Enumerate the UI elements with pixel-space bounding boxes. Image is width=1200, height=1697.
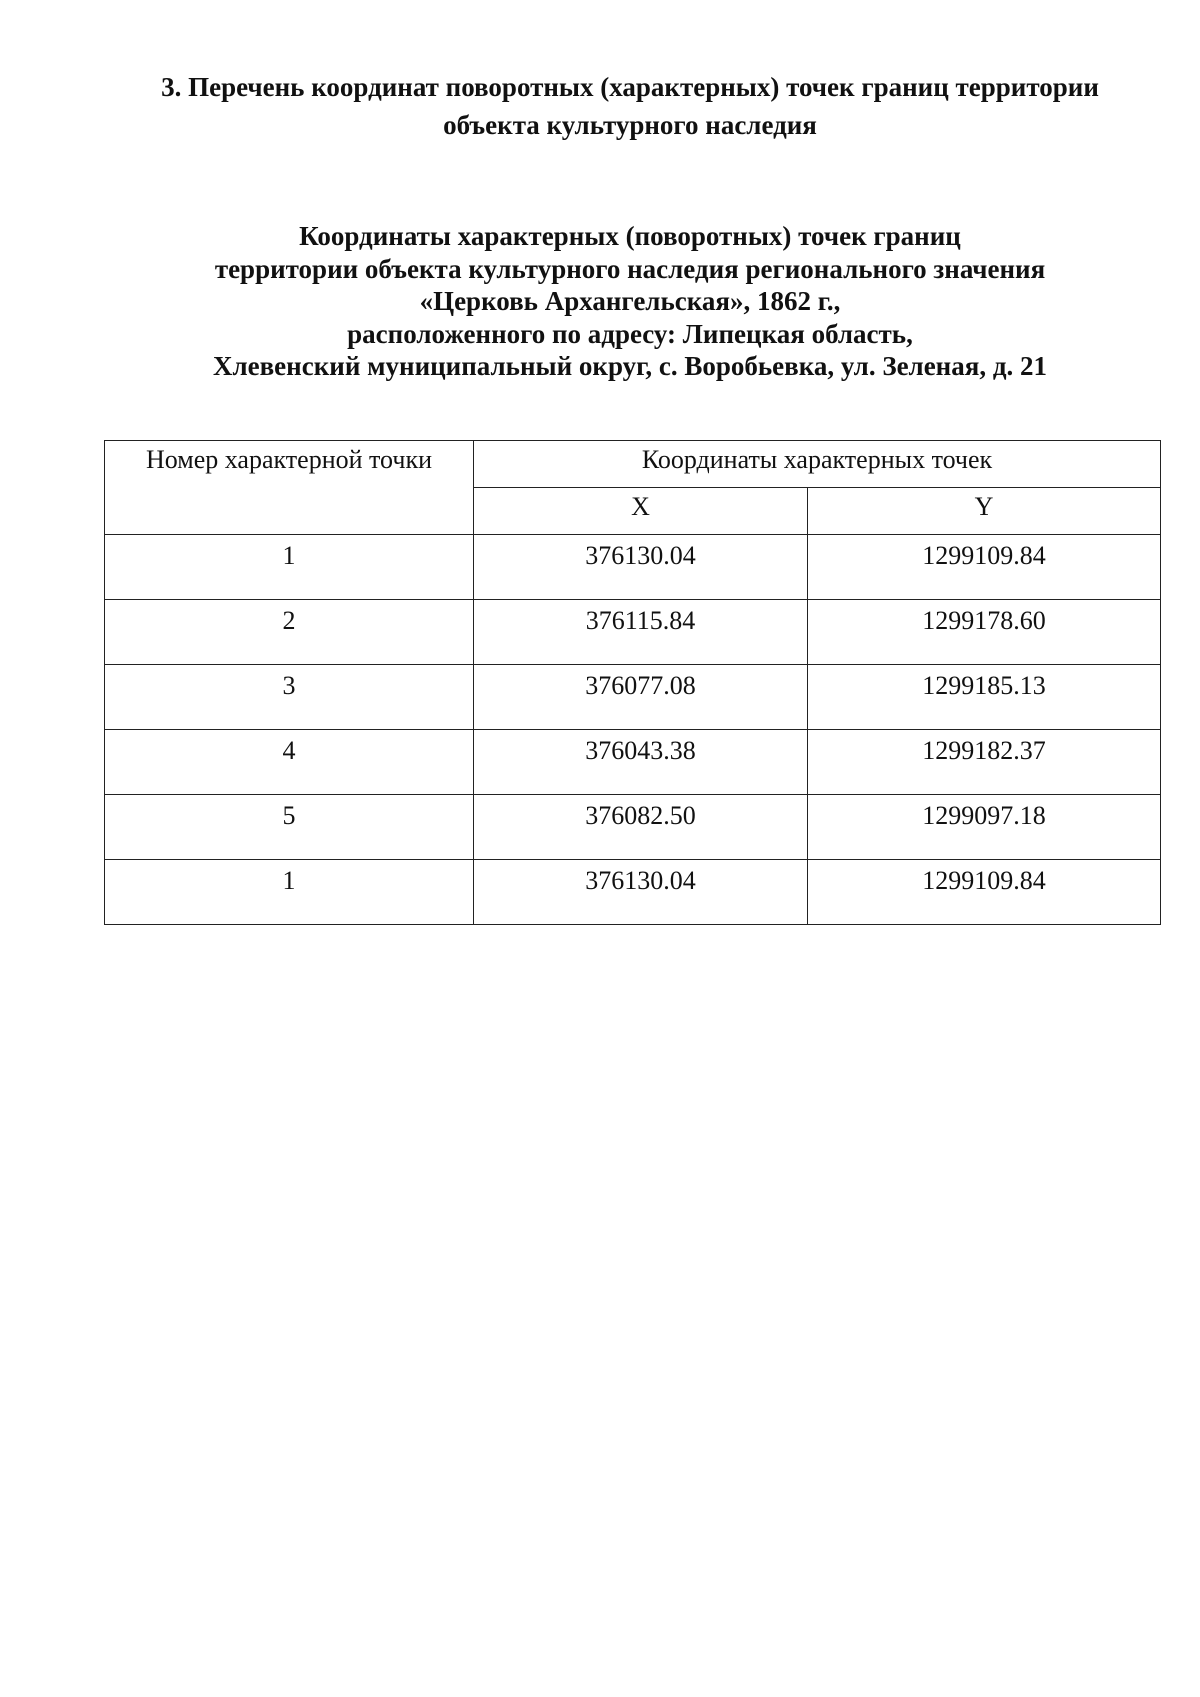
cell-x: 376082.50	[474, 795, 808, 860]
table-title-line-1: Координаты характерных (поворотных) точек границ	[299, 221, 961, 251]
cell-y: 1299109.84	[808, 535, 1161, 600]
cell-point: 2	[105, 600, 474, 665]
cell-y: 1299178.60	[808, 600, 1161, 665]
header-x: X	[474, 488, 808, 535]
section-heading-line-2: объекта культурного наследия	[443, 110, 817, 140]
cell-point: 5	[105, 795, 474, 860]
cell-point: 4	[105, 730, 474, 795]
cell-x: 376077.08	[474, 665, 808, 730]
table-row	[105, 730, 1161, 795]
table-title-line-3: «Церковь Архангельская», 1862 г.,	[419, 286, 841, 316]
cell-x: 376115.84	[474, 600, 808, 665]
cell-x: 376043.38	[474, 730, 808, 795]
section-heading	[100, 68, 1160, 144]
table-row	[105, 795, 1161, 860]
cell-y: 1299109.84	[808, 860, 1161, 925]
table-title	[100, 220, 1160, 383]
table-title-line-4: расположенного по адресу: Липецкая область,	[347, 318, 913, 349]
table-title-line-2: территории объекта культурного наследия регионального значения	[214, 253, 1046, 284]
table-row	[105, 600, 1161, 665]
cell-point: 1	[105, 535, 474, 600]
cell-y: 1299185.13	[808, 665, 1161, 730]
table-header-row	[105, 441, 1161, 488]
table-row	[105, 535, 1161, 600]
section-heading-line-1: 3. Перечень координат поворотных (характерных) точек границ территории	[161, 72, 1099, 102]
header-coordinates: Координаты характерных точек	[474, 441, 1161, 488]
cell-x: 376130.04	[474, 535, 808, 600]
cell-x: 376130.04	[474, 860, 808, 925]
table-row	[105, 860, 1161, 925]
cell-y: 1299182.37	[808, 730, 1161, 795]
cell-point: 3	[105, 665, 474, 730]
cell-y: 1299097.18	[808, 795, 1161, 860]
table-title-line-5: Хлевенский муниципальный округ, с. Воробьевка, ул. Зеленая, д. 21	[212, 351, 1048, 381]
cell-point: 1	[105, 860, 474, 925]
table-row	[105, 665, 1161, 730]
header-y: Y	[808, 488, 1161, 535]
coordinates-table	[104, 440, 1161, 925]
header-point-number: Номер характерной точки	[105, 441, 474, 535]
